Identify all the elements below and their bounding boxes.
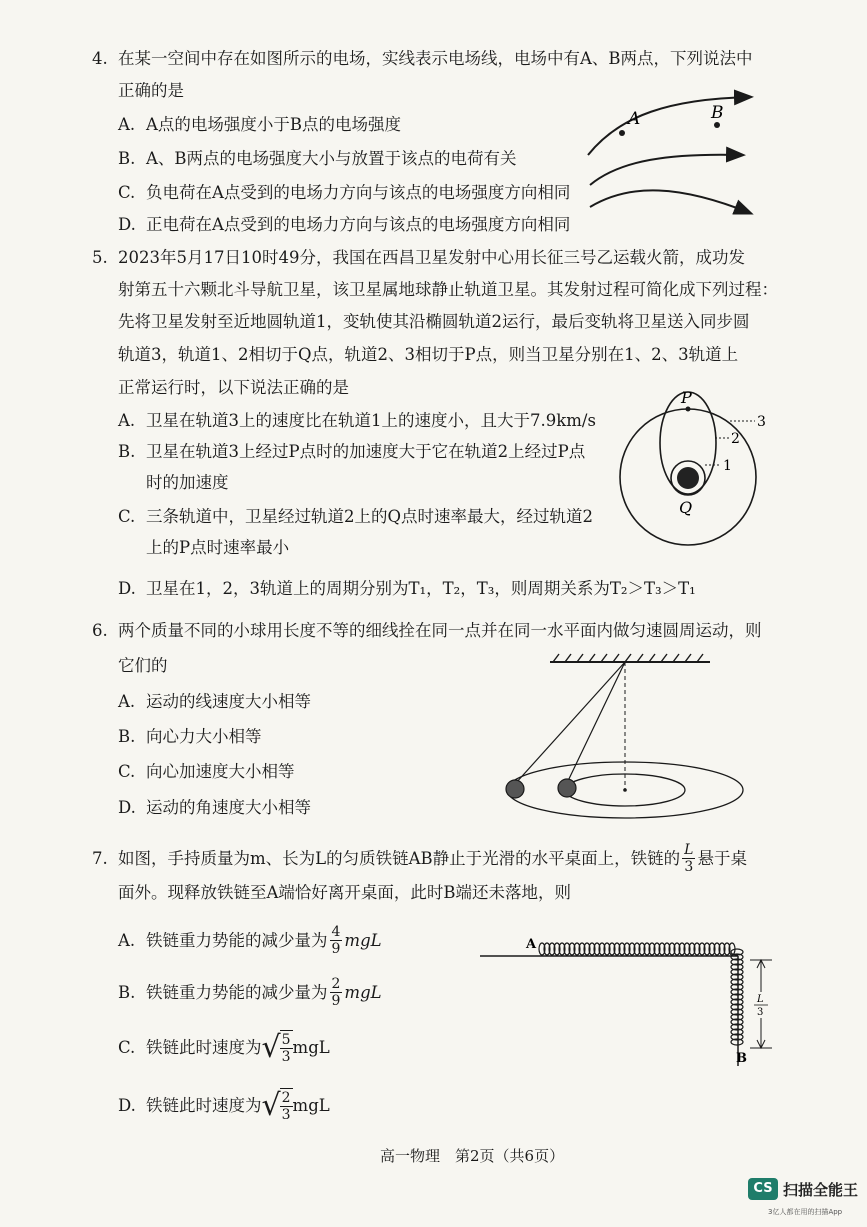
q5-stem-line3: 先将卫星发射至近地圆轨道1，变轨使其沿椭圆轨道2运行，最后变轨将卫星送入同步圆: [118, 312, 750, 331]
q6-conical-pendulum-figure: [495, 650, 725, 820]
q5-stem-line1: 5. 2023年5月17日10时49分，我国在西昌卫星发射中心用长征三号乙运载火箭，成功发: [92, 248, 745, 267]
q7-option-a: A. 铁链重力势能的减少量为 $\frac{4}{9}$ mgL: [118, 924, 382, 957]
q5-stem-line5: 正常运行时，以下说法正确的是: [118, 378, 349, 397]
label-q: Q: [679, 498, 693, 517]
q5-option-b: B. 卫星在轨道3上经过P点时的加速度大于它在轨道2上经过P点: [118, 442, 586, 461]
ball-inner: [558, 779, 576, 797]
q5-option-d: D. 卫星在1，2，3轨道上的周期分别为T₁，T₂，T₃，则周期关系为T₂＞T₃＞T₁: [118, 579, 696, 598]
point-p-dot: [686, 407, 691, 412]
q4-stem-line1: 4. 在某一空间中存在如图所示的电场，实线表示电场线，电场中有A、B两点，下列说法中: [92, 49, 753, 68]
q6-stem-line2: 它们的: [118, 656, 168, 675]
q4-electric-field-figure: [580, 85, 760, 225]
q5-stem-line4: 轨道3，轨道1、2相切于Q点，轨道2、3相切于P点，则当卫星分别在1、2、3轨道上: [118, 345, 739, 364]
label-1: 1: [723, 458, 732, 474]
q4-stem-line2: 正确的是: [118, 81, 184, 100]
q7-stem-fraction: $\frac{L}{3}$: [684, 842, 694, 875]
watermark-app-name: 扫描全能王: [783, 1180, 859, 1199]
cs-logo-icon: CS: [748, 1178, 778, 1200]
point-b-label: B: [711, 103, 724, 123]
center-dot: [623, 788, 627, 792]
q7-stem-line2: 面外。现释放铁链至A端恰好离开桌面，此时B端还未落地，则: [118, 883, 572, 902]
point-a-label: A: [628, 109, 641, 129]
q4-option-b: B. A、B两点的电场强度大小与放置于该点的电荷有关: [118, 149, 517, 168]
chain-vertical: [731, 949, 743, 1045]
q5-orbit-figure: [615, 385, 775, 555]
chain-label-b: B: [736, 1051, 747, 1066]
q7-chain-figure: [480, 930, 780, 1070]
q4-number: 4.: [92, 49, 108, 68]
chain-label-a: A: [526, 937, 537, 952]
q4-option-c: C. 负电荷在A点受到的电场力方向与该点的电场强度方向相同: [118, 183, 571, 202]
q5-option-c: C. 三条轨道中，卫星经过轨道2上的Q点时速率最大，经过轨道2: [118, 507, 594, 526]
q7-number: 7.: [92, 848, 108, 868]
point-a-dot: [619, 130, 625, 136]
q5-option-b-cont: 时的加速度: [146, 473, 229, 492]
q7-stem-line1: 7. 如图，手持质量为m、长为L的匀质铁链AB静止于光滑的水平桌面上，铁链的 $\frac{L}{3}$ 悬于桌: [92, 842, 747, 875]
dim-label-den: 3: [757, 1007, 764, 1018]
field-line-2: [590, 155, 742, 185]
field-line-1: [588, 97, 750, 155]
q5-option-c-cont: 上的P点时速率最小: [146, 538, 290, 557]
ceiling-hatch: [553, 654, 703, 662]
label-p: P: [681, 388, 692, 407]
ball-outer: [506, 780, 524, 798]
q6-option-b: B. 向心力大小相等: [118, 727, 262, 746]
label-2: 2: [731, 431, 740, 447]
q6-option-d: D. 运动的角速度大小相等: [118, 798, 311, 817]
q5-option-a: A. 卫星在轨道3上的速度比在轨道1上的速度小，且大于7.9km/s: [118, 411, 596, 430]
q7-option-c: C. 铁链此时速度为 √ $\frac{5}{3}$ mgL: [118, 1029, 330, 1065]
q6-option-a: A. 运动的线速度大小相等: [118, 692, 311, 711]
q6-number: 6.: [92, 621, 108, 640]
q5-number: 5.: [92, 248, 108, 267]
q6-option-c: C. 向心加速度大小相等: [118, 762, 295, 781]
field-line-3: [590, 190, 750, 213]
scanner-watermark: [748, 1178, 858, 1200]
watermark-tagline: 3亿人都在用的扫描App: [768, 1208, 843, 1216]
q4-option-a: A. A点的电场强度小于B点的电场强度: [118, 115, 402, 134]
page-footer: 高一物理 第2页（共6页）: [380, 1147, 565, 1165]
earth: [677, 467, 699, 489]
q4-option-d: D. 正电荷在A点受到的电场力方向与该点的电场强度方向相同: [118, 215, 571, 234]
q7-option-b: B. 铁链重力势能的减少量为 $\frac{2}{9}$ mgL: [118, 976, 382, 1009]
q7-option-d: D. 铁链此时速度为 √ $\frac{2}{3}$ mgL: [118, 1087, 330, 1123]
label-3: 3: [757, 414, 766, 430]
chain-horizontal: [539, 943, 735, 955]
dim-label-num: L: [757, 994, 764, 1005]
q6-stem-line1: 6. 两个质量不同的小球用长度不等的细线拴在同一点并在同一水平面内做匀速圆周运动，则: [92, 621, 762, 640]
short-string: [567, 662, 625, 783]
q5-stem-line2: 射第五十六颗北斗导航卫星，该卫星属地球静止轨道卫星。其发射过程可简化成下列过程：: [118, 280, 778, 299]
